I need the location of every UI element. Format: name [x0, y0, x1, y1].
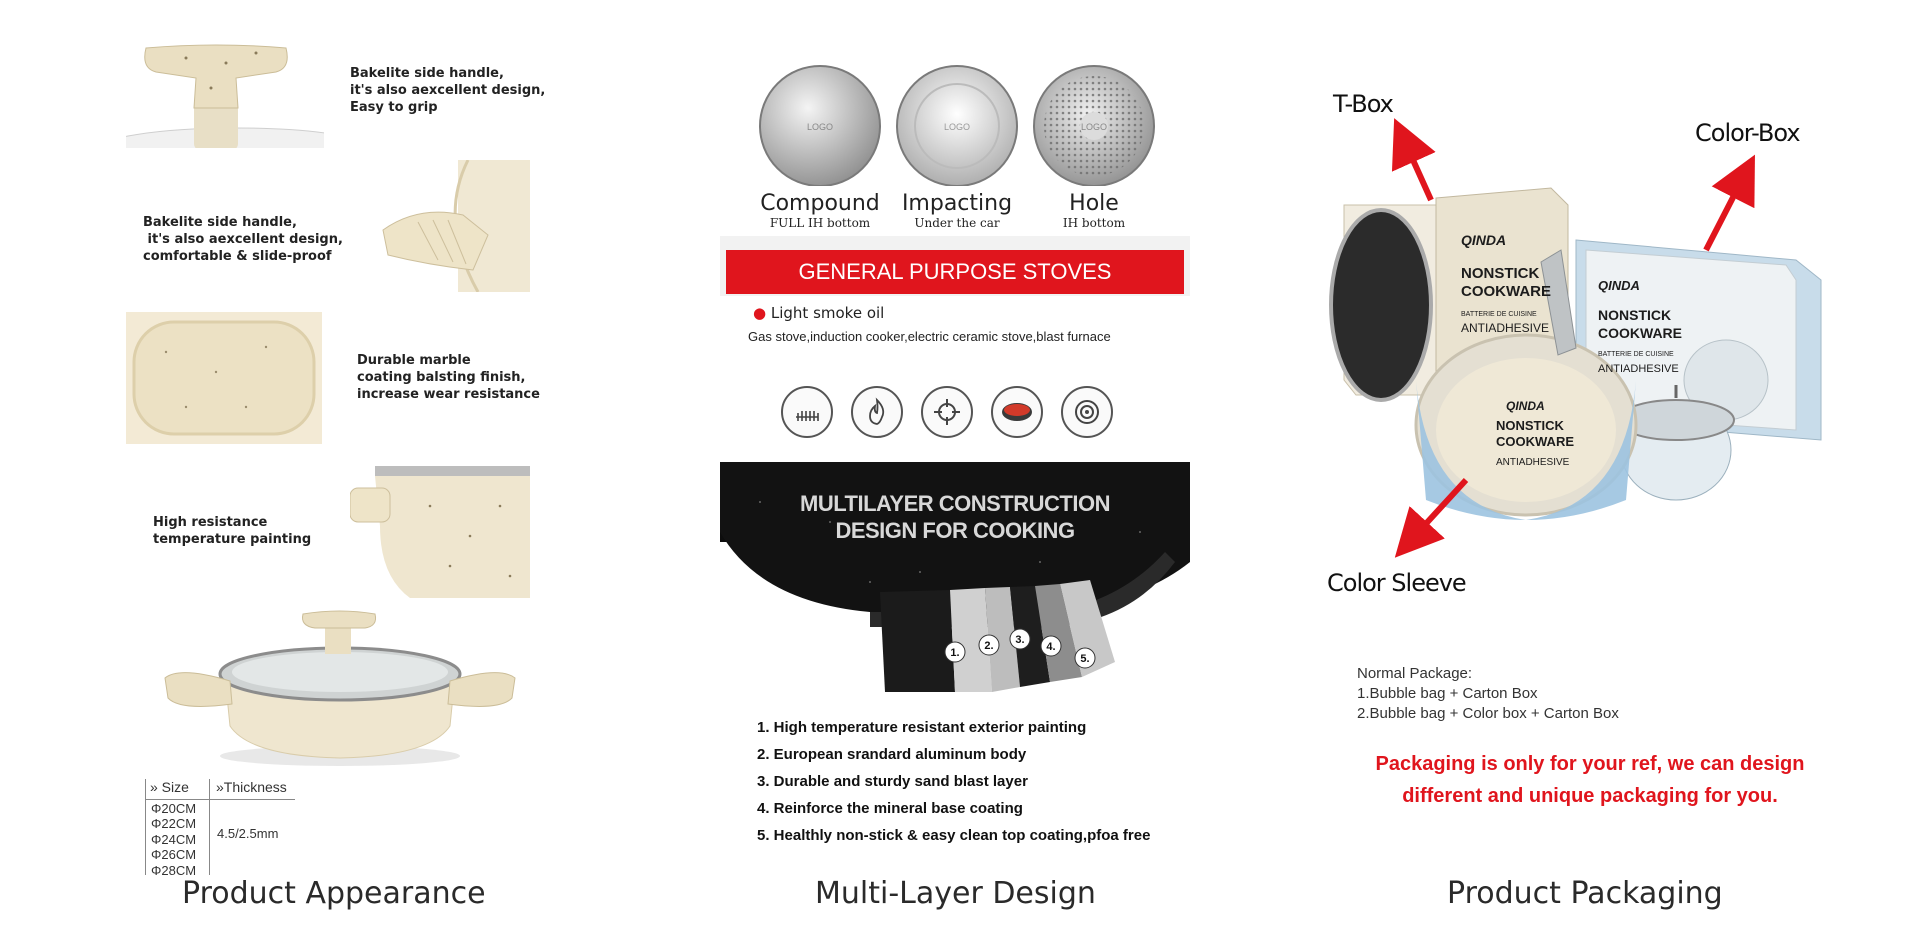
side-handle-photo [378, 160, 530, 292]
layer-number: 3. [1015, 634, 1025, 646]
feature-text-2: Bakelite side handle, it's also aexcellent design, comfortable & slide-proof [143, 215, 343, 264]
disc-hole [1024, 62, 1164, 230]
thickness-value: 4.5/2.5mm [217, 826, 279, 841]
lid-knob-photo [126, 38, 324, 148]
brand-logo: QINDA [1461, 232, 1507, 248]
svg-text:COOKWARE: COOKWARE [1461, 283, 1551, 300]
size-row: Φ28CM [151, 863, 197, 878]
side-handle-icon [378, 160, 530, 292]
colorbox-arrow [1706, 176, 1744, 250]
electric-hob-icon [1061, 386, 1113, 438]
tbox-arrow [1404, 140, 1431, 200]
size-row: Φ24CM [151, 832, 197, 847]
casserole-icon [160, 606, 520, 766]
spec-divider-v1 [145, 779, 146, 875]
svg-text:COOKWARE: COOKWARE [1496, 434, 1574, 449]
svg-text:COOKWARE: COOKWARE [1598, 325, 1682, 341]
brand-logo: QINDA [1598, 278, 1640, 293]
spec-divider-h [145, 799, 295, 800]
list-item: 4. Reinforce the mineral base coating [757, 800, 1023, 817]
packaging-illustration [1326, 80, 1846, 580]
list-item: 1. High temperature resistant exterior painting [757, 719, 1087, 736]
disc-label: Hole [1069, 191, 1119, 216]
disc-compound [750, 62, 890, 230]
disc-impacting [887, 62, 1027, 230]
layer-number: 4. [1046, 641, 1056, 653]
gas-burner-icon [921, 386, 973, 438]
normal-package-info: Normal Package: 1.Bubble bag + Carton Box 2.Bubble bag + Color box + Carton Box [1357, 665, 1619, 722]
svg-text:NONSTICK: NONSTICK [1598, 307, 1672, 323]
pot-side-icon [350, 466, 530, 598]
svg-text:ANTIADHESIVE: ANTIADHESIVE [1598, 363, 1679, 375]
size-row: Φ22CM [151, 816, 197, 831]
svg-text:LOGO: LOGO [943, 122, 971, 132]
svg-text:BATTERIE DE CUISINE: BATTERIE DE CUISINE [1461, 311, 1537, 318]
thickness-header: »Thickness [216, 779, 287, 795]
svg-text:NONSTICK: NONSTICK [1496, 418, 1564, 433]
lid-knob-icon [126, 38, 324, 148]
layer-number: 1. [950, 647, 960, 659]
disc-label: Compound [760, 191, 880, 216]
list-item: 3. Durable and sturdy sand blast layer [757, 773, 1028, 790]
svg-text:NONSTICK: NONSTICK [1461, 265, 1540, 282]
pot-side-photo [350, 466, 530, 598]
steel-disc-icon [750, 62, 890, 186]
tbox-label: T-Box [1333, 90, 1393, 118]
size-header: » Size [150, 779, 189, 795]
svg-text:BATTERIE DE CUISINE: BATTERIE DE CUISINE [1598, 351, 1674, 358]
layer-number: 2. [984, 640, 994, 652]
svg-text:LOGO: LOGO [806, 122, 834, 132]
disc-sublabel: Under the car [914, 216, 1000, 230]
induction-coil-icon [781, 386, 833, 438]
feature-text-1: Bakelite side handle, it's also aexcellent design, Easy to grip [350, 66, 546, 115]
pan-title: MULTILAYER CONSTRUCTION DESIGN FOR COOKING [800, 491, 1110, 543]
caption-appearance: Product Appearance [182, 876, 486, 911]
svg-text:ANTIADHESIVE: ANTIADHESIVE [1496, 457, 1570, 468]
brand-logo: QINDA [1506, 399, 1545, 413]
packaging-photo [1326, 80, 1846, 580]
caption-multilayer: Multi-Layer Design [815, 876, 1096, 911]
perforated-disc-icon [1024, 62, 1164, 186]
layer-list [757, 719, 1150, 854]
marble-pan-icon [126, 312, 322, 444]
flame-icon [851, 386, 903, 438]
disc-sublabel: IH bottom [1062, 216, 1126, 230]
pan-cross-section [720, 462, 1190, 702]
marble-coating-photo [126, 312, 322, 444]
disc-label: Impacting [901, 191, 1013, 216]
layer-number: 5. [1080, 653, 1090, 665]
bullet-dot: ● [753, 304, 767, 322]
packaging-note: Packaging is only for your ref, we can design different and unique packaging for you. [1375, 753, 1805, 807]
stove-icon-row [781, 386, 1113, 438]
feature-text-4: High resistance temperature painting [153, 515, 312, 547]
spec-divider-v2 [209, 779, 210, 875]
list-item: 2. European srandard aluminum body [757, 746, 1027, 763]
list-item: 5. Healthly non-stick & easy clean top coating,pfoa free [757, 827, 1151, 844]
casserole-photo [160, 606, 520, 766]
svg-text:ANTIADHESIVE: ANTIADHESIVE [1461, 321, 1550, 335]
size-row: Φ26CM [151, 847, 197, 862]
oil-note: ● Light smoke oil [753, 304, 885, 322]
disc-sublabel: FULL IH bottom [769, 216, 871, 230]
steel-disc-icon [887, 62, 1027, 186]
sleeve-label: Color Sleeve [1327, 569, 1466, 597]
colorbox-label: Color-Box [1695, 119, 1800, 147]
caption-packaging: Product Packaging [1447, 876, 1723, 911]
stoves-banner: GENERAL PURPOSE STOVES [726, 250, 1184, 294]
ceramic-plate-icon [991, 386, 1043, 438]
size-row: Φ20CM [151, 801, 197, 816]
svg-text:LOGO: LOGO [1080, 122, 1108, 132]
feature-text-3: Durable marble coating balsting finish, increase wear resistance [357, 353, 540, 402]
stoves-line: Gas stove,induction cooker,electric ceramic stove,blast furnace [748, 329, 1111, 344]
